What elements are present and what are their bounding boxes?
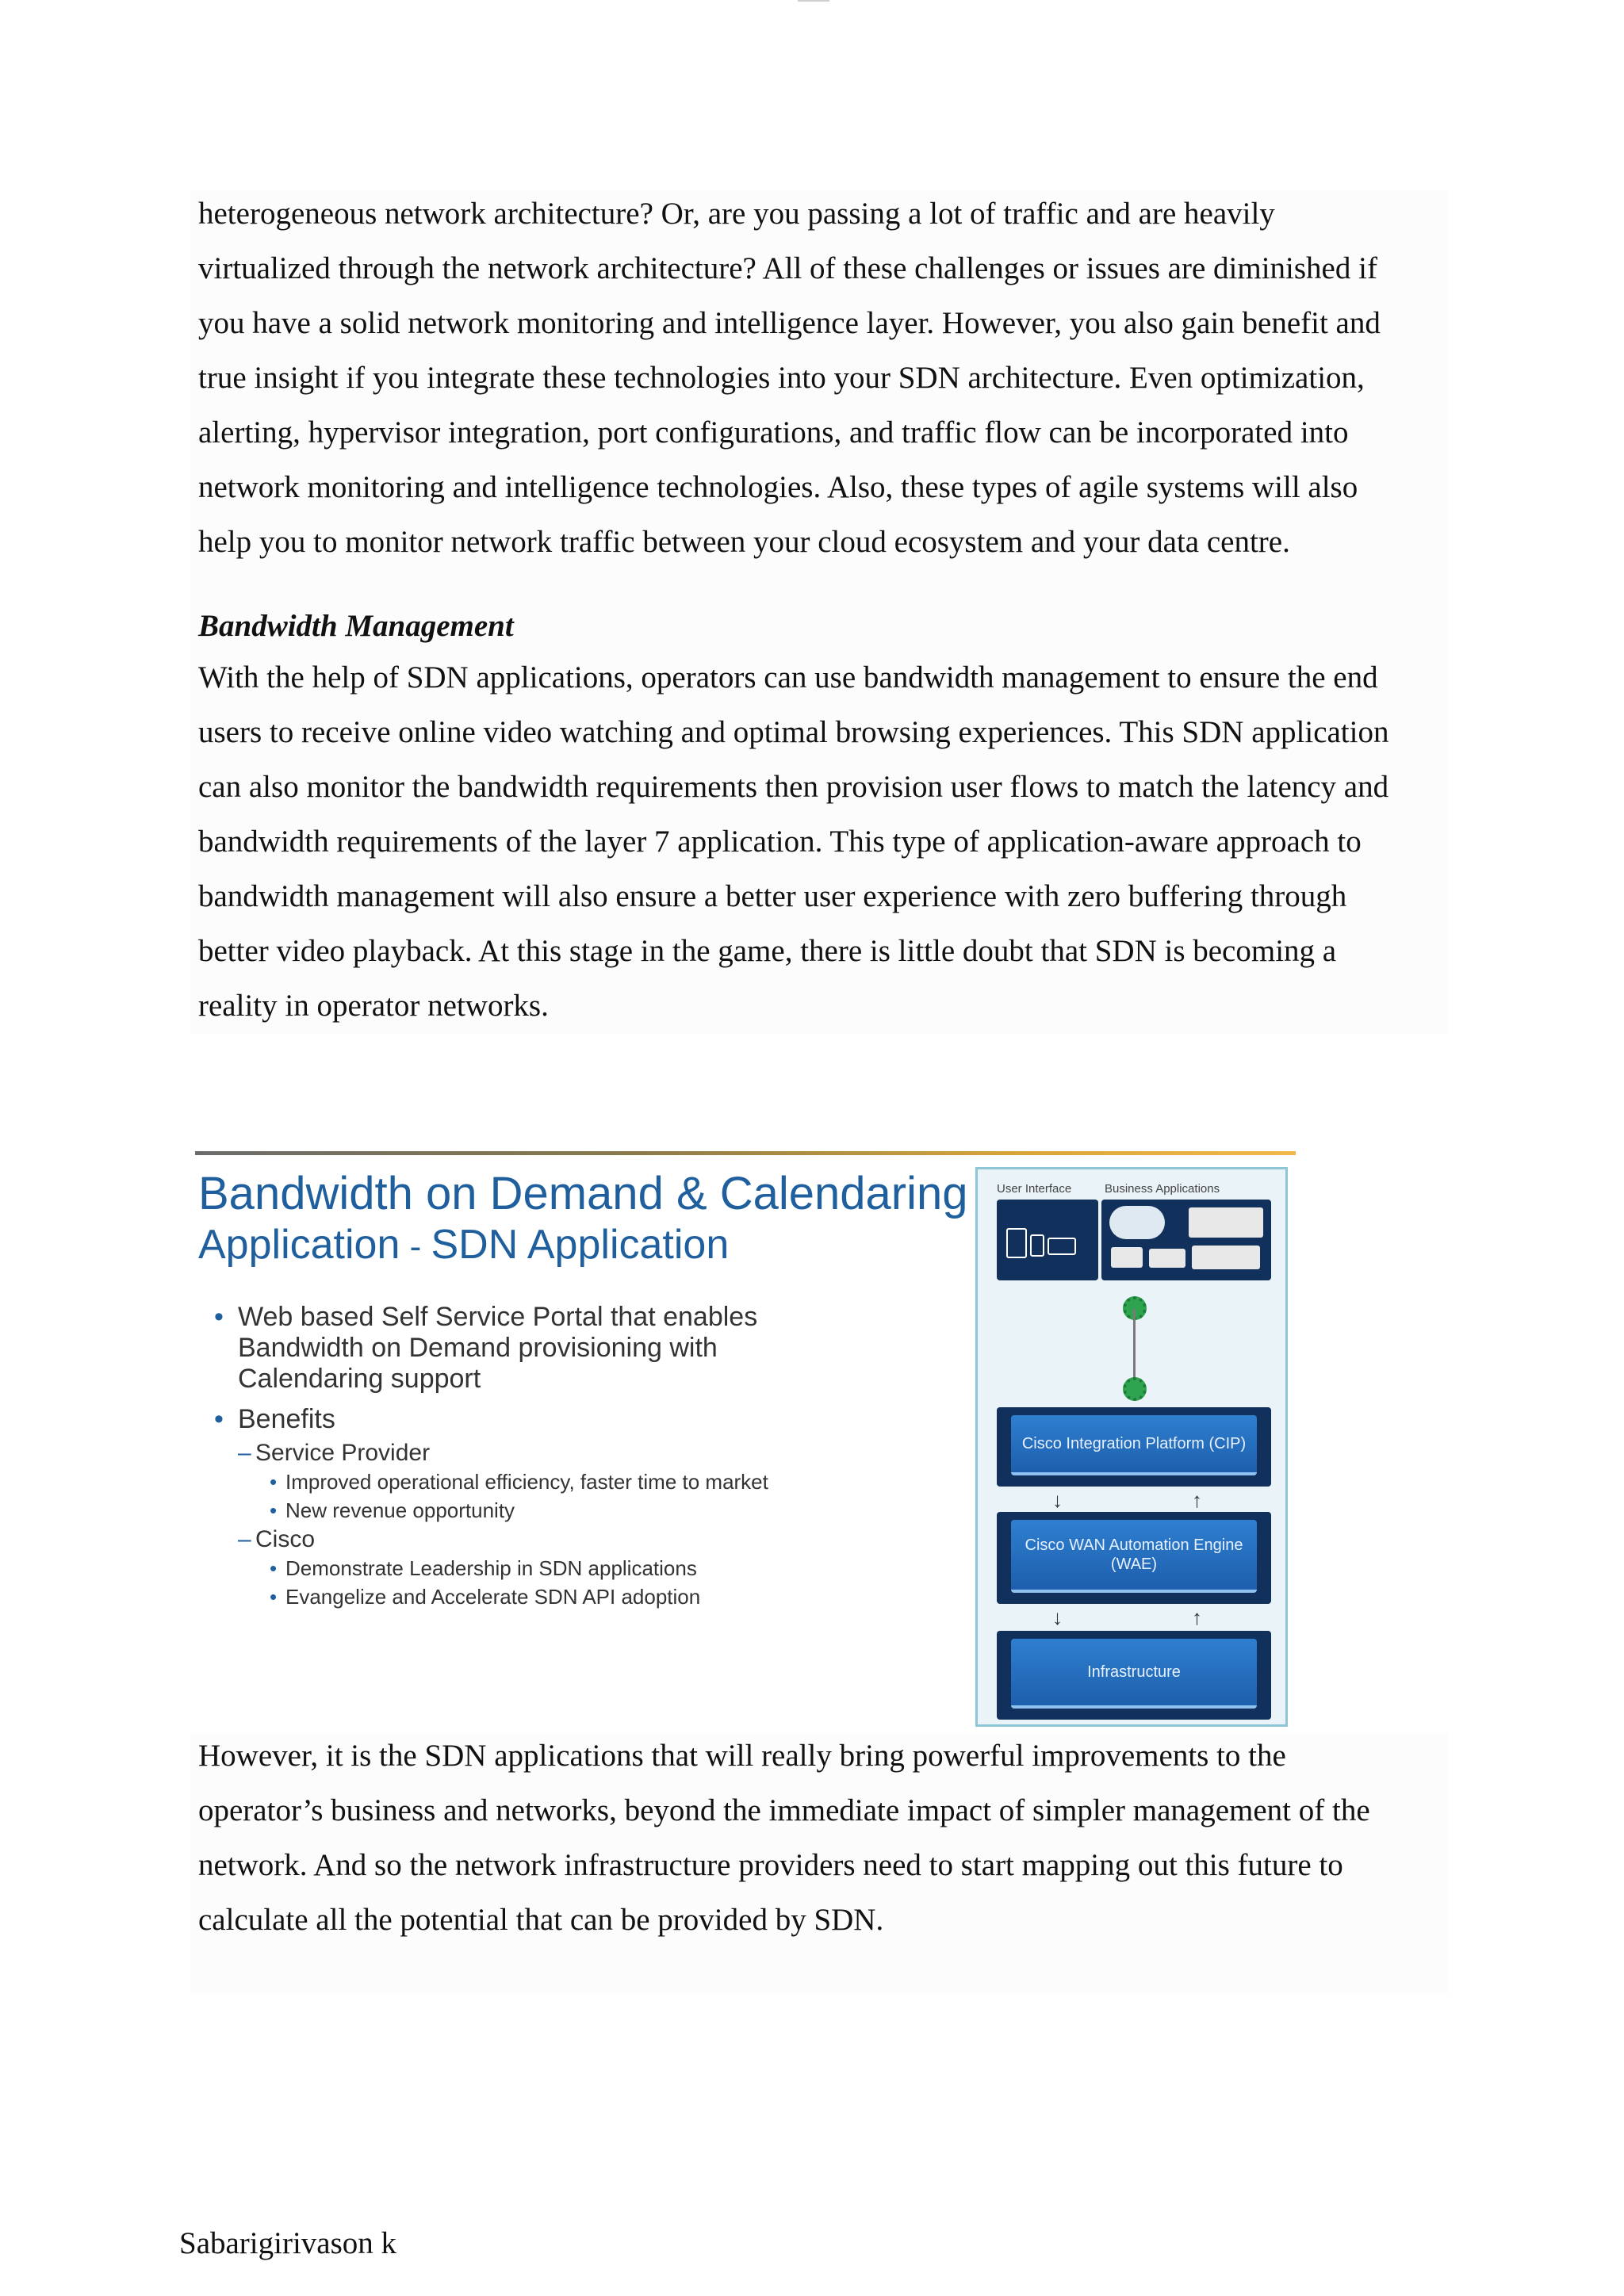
slide-title-separator: - <box>400 1227 431 1266</box>
connector-line <box>1133 1309 1136 1380</box>
paragraph-line: heterogeneous network architecture? Or, are you passing a lot of traffic and are heavily <box>198 197 1275 231</box>
slide-subbullet: – Service Provider <box>211 1438 972 1468</box>
slide-title-line1: Bandwidth on Demand & Calendaring <box>198 1168 968 1219</box>
paragraph-line: network. And so the network infrastructure providers need to start mapping out this future to <box>198 1848 1343 1882</box>
cloud-icon <box>1109 1206 1165 1239</box>
page-footer-author: Sabarigirivason k <box>179 2226 397 2260</box>
monitor-icon <box>1006 1228 1027 1258</box>
paragraph-line: bandwidth requirements of the layer 7 application. This type of application-aware approach to <box>198 825 1362 859</box>
slide-figure <box>195 1151 1296 1722</box>
layer-cip-label: Cisco Integration Platform (CIP) <box>1011 1415 1257 1475</box>
diagram-label-business-apps: Business Applications <box>1105 1182 1220 1196</box>
paragraph-line: can also monitor the bandwidth requirements then provision user flows to match the latency and <box>198 770 1389 804</box>
diagram-label-user-interface: User Interface <box>997 1182 1072 1196</box>
layer-infrastructure <box>997 1631 1271 1720</box>
layer-wae <box>997 1512 1271 1604</box>
paragraph-line: network monitoring and intelligence technologies. Also, these types of agile systems will also <box>198 470 1358 504</box>
laptop-icon <box>1048 1238 1076 1255</box>
paragraph-line: operator’s business and networks, beyond the immediate impact of simpler management of the <box>198 1793 1370 1827</box>
header-mark <box>798 0 829 2</box>
paragraph-line: help you to monitor network traffic between your cloud ecosystem and your data centre. <box>198 525 1290 559</box>
slide-top-rule <box>195 1151 1296 1155</box>
app-logo-icon <box>1149 1249 1185 1268</box>
paragraph-line: However, it is the SDN applications that will really bring powerful improvements to the <box>198 1739 1286 1773</box>
user-interface-box <box>997 1200 1098 1280</box>
layer-infrastructure-label: Infrastructure <box>1011 1639 1257 1709</box>
paragraph-intro <box>190 186 1459 569</box>
tablet-icon <box>1030 1234 1044 1257</box>
paragraph-line: bandwidth management will also ensure a better user experience with zero buffering through <box>198 879 1347 913</box>
slide-bullets <box>211 1302 972 1611</box>
slide-title-line2: Application <box>198 1222 400 1268</box>
slide-title <box>198 1169 991 1270</box>
gear-icon <box>1123 1377 1147 1401</box>
paragraph-line: you have a solid network monitoring and intelligence layer. However, you also gain benefit and <box>198 306 1381 340</box>
app-logo-icon <box>1192 1246 1260 1269</box>
paragraph-conclusion <box>190 1728 1459 1947</box>
arrow-down-icon: ↓ <box>1052 1605 1063 1629</box>
slide-title-suffix: SDN Application <box>431 1222 730 1268</box>
slide-bullet: • Web based Self Service Portal that enables Bandwidth on Demand provisioning with Calendaring support <box>211 1302 972 1395</box>
arrow-up-icon: ↑ <box>1192 1605 1202 1629</box>
architecture-diagram <box>975 1167 1288 1727</box>
paragraph-bandwidth <box>190 650 1459 1033</box>
arrow-down-icon: ↓ <box>1052 1488 1063 1512</box>
section-heading-block <box>190 604 1459 648</box>
paragraph-line: true insight if you integrate these technologies into your SDN architecture. Even optimization, <box>198 361 1365 395</box>
paragraph-line: better video playback. At this stage in the game, there is little doubt that SDN is becoming a <box>198 934 1337 968</box>
slide-subsubbullet: • New revenue opportunity <box>211 1496 972 1525</box>
slide-subbullet: – Cisco <box>211 1525 972 1554</box>
app-logo-icon <box>1189 1207 1263 1238</box>
slide-subsubbullet: • Demonstrate Leadership in SDN applications <box>211 1554 972 1582</box>
paragraph-line: With the help of SDN applications, operators can use bandwidth management to ensure the end <box>198 660 1378 695</box>
app-logo-icon <box>1111 1247 1143 1268</box>
paragraph-line: virtualized through the network architecture? All of these challenges or issues are diminished if <box>198 251 1377 285</box>
layer-cip <box>997 1407 1271 1487</box>
paragraph-line: calculate all the potential that can be provided by SDN. <box>198 1903 884 1937</box>
arrow-up-icon: ↑ <box>1192 1488 1202 1512</box>
slide-subsubbullet: • Improved operational efficiency, faster time to market <box>211 1468 972 1496</box>
layer-wae-label: Cisco WAN Automation Engine (WAE) <box>1011 1520 1257 1593</box>
paragraph-line: reality in operator networks. <box>198 989 549 1023</box>
slide-bullet: • Benefits <box>211 1404 972 1435</box>
business-apps-box <box>1101 1200 1271 1280</box>
paragraph-line: users to receive online video watching and optimal browsing experiences. This SDN application <box>198 715 1389 749</box>
section-heading: Bandwidth Management <box>198 609 514 643</box>
paragraph-line: alerting, hypervisor integration, port configurations, and traffic flow can be incorporated into <box>198 415 1349 450</box>
slide-subsubbullet: • Evangelize and Accelerate SDN API adoption <box>211 1582 972 1611</box>
